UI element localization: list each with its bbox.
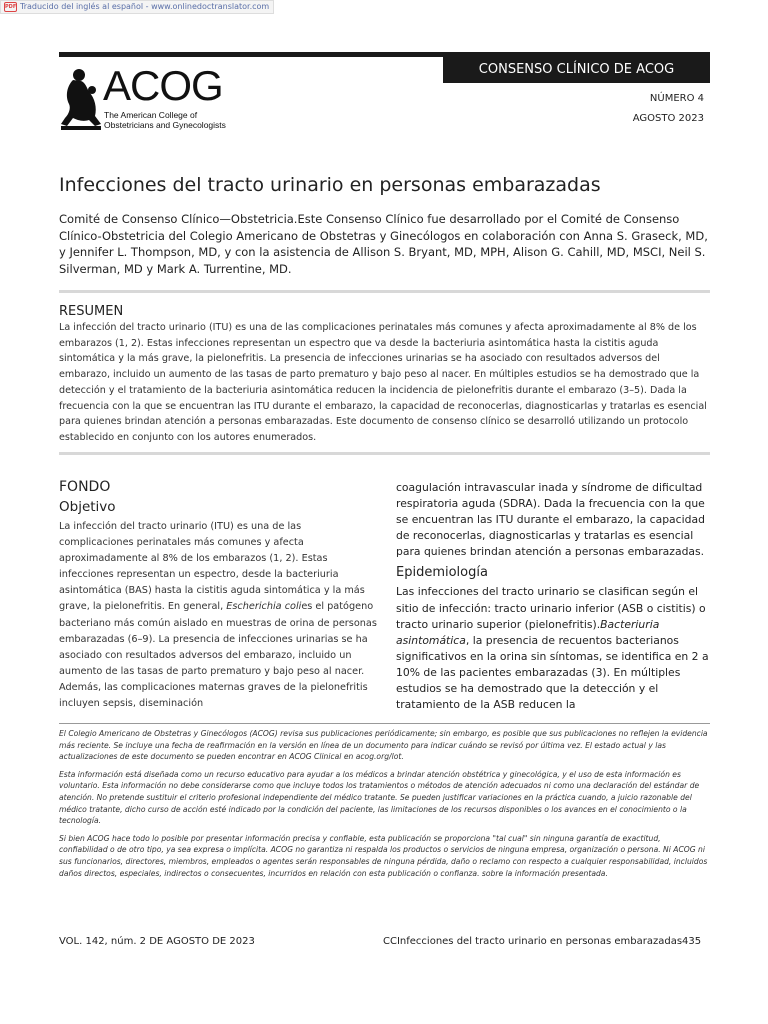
logo-subtitle-line1: The American College of	[104, 110, 198, 120]
issue-date: AGOSTO 2023	[632, 113, 704, 124]
summary-bottom-rule	[59, 452, 710, 455]
summary-top-rule	[59, 290, 710, 293]
continued-paragraph: coagulación intravascular inada y síndrome de dificultad respiratoria aguda (SDRA). Dada la frecuencia con la que se encuentran las ITU durante el embarazo, la capacidad de reconocerlas, diagnosticarlas y tratarlas es esencial para quienes brindan atención a personas embarazadas.	[396, 481, 705, 559]
footnote-educational-resource: Esta información está diseñada como un recurso educativo para ayudar a los médicos a brindar atención obstétrica y ginecológica, y el uso de esta información es voluntario. Esta información no debe considerarse como que incluye todos los tratamientos o métodos de atención adecuados ni como una declaración del estándar de atención. No pretende sustituir el criterio profesional independiente del médico tratante. Se pueden justificar variaciones en la práctica cuando, a juicio razonable del médico tratante, dicho curso de acción esté indicado por la condición del paciente, las limitaciones de los recursos disponibles o los avances en el conocimiento o la tecnología.	[59, 769, 700, 826]
objetivo-text-part1: La infección del tracto urinario (ITU) es una de las complicaciones perinatales más comunes y afecta aproximadamente al 8% de los embarazos (1, 2). Estas infecciones representan un espectro, desde la bacteriuria asintomática (BAS) hasta la cistitis aguda sintomática y la más grave, la pielonefritis. En general,	[59, 521, 365, 613]
author-statement: Comité de Consenso Clínico—Obstetricia.Este Consenso Clínico fue desarrollado por el Comité de Consenso Clínico-Obstetricia del Colegio Americano de Obstetras y Ginecólogos en colaboración con Anna S. Graseck, MD, y Jennifer L. Thompson, MD, y con la asistencia de Allison S. Bryant, MD, MPH, Alison G. Cahill, MD, MSCI, Neil S. Silverman, MD y Mark A. Turrentine, MD.	[59, 212, 708, 276]
section-heading-fondo: FONDO	[59, 479, 111, 495]
issue-number: NÚMERO 4	[649, 93, 704, 104]
summary-body: La infección del tracto urinario (ITU) es una de las complicaciones perinatales más comunes y afecta aproximadamente al 8% de los embarazos (1, 2). Estas infecciones representan un espectro que va desde la bacteriuria asintomática hasta la cistitis aguda sintomática y la más grave, la pielonefritis. La presencia de infecciones urinarias se ha asociado con resultados adversos del embarazo, incluido un aumento de las tasas de parto prematuro y bajo peso al nacer. En múltiples estudios se ha demostrado que la detección y el tratamiento de la bacteriuria asintomática reducen la incidencia de pielonefritis durante el embarazo (3–5). Dada la frecuencia con la que se encuentran las ITU durante el embarazo, la capacidad de reconocerlas, diagnosticarlas y tratarlas es esencial para quienes brindan atención a personas embarazadas. Este documento de consenso clínico se desarrolló utilizando un protocolo establecido en conjunto con los autores enumerados.	[59, 322, 707, 443]
objetivo-paragraph	[59, 519, 377, 712]
epidemiologia-text-part1: Las infecciones del tracto urinario se clasifican según el sitio de infección: tracto urinario inferior (ASB o cistitis) o tracto urinario superior (pielonefritis).	[396, 585, 706, 631]
footnote-rule	[59, 723, 710, 724]
footer-running-title: CCInfecciones del tracto urinario en personas embarazadas435	[383, 936, 702, 947]
subsection-heading-epidemiologia: Epidemiología	[396, 565, 488, 581]
footnote-disclaimer: Si bien ACOG hace todo lo posible por presentar información precisa y confiable, esta publicación se proporciona "tal cual" sin ninguna garantía de exactitud, confiabilidad o de otro tipo, ya sea expresa o implícita. ACOG no garantiza ni respalda los productos o servicios de ninguna empresa, organización o persona. Ni ACOG ni sus funcionarios, directores, miembros, empleados o agentes serán responsables de ninguna pérdida, daño o reclamo con respecto a cualquier responsabilidad, incluidos daños directos, especiales, indirectos o consecuentes, incurridos en relación con esta publicación o confianza. sobre la información presentada.	[59, 833, 708, 878]
acog-logo	[59, 62, 239, 132]
right-column	[396, 480, 714, 713]
clinical-consensus-badge: CONSENSO CLÍNICO DE ACOG	[443, 57, 710, 83]
epidemiologia-italic-term: Bacteriuria asintomática	[396, 617, 660, 647]
logo-wordmark: ACOG	[103, 62, 223, 109]
objetivo-text-part2: es el patógeno bacteriano más común aislado en muestras de orina de personas embarazadas (6–9). La presencia de infecciones urinarias se ha asociado con resultados adversos del embarazo, incluido un aumento de las tasas de parto prematuro y bajo peso al nacer. Además, las complicaciones maternas graves de la pielonefritis incluyen sepsis, diseminación	[59, 601, 377, 710]
footnotes	[59, 728, 711, 885]
objetivo-italic-term: Escherichia coli	[226, 601, 302, 613]
footnote-reaffirmation: El Colegio Americano de Obstetras y Ginecólogos (ACOG) revisa sus publicaciones periódicamente; sin embargo, es posible que sus publicaciones no reflejen la evidencia más reciente. Se incluye una fecha de reafirmación en la versión en línea de un documento para indicar cuándo se revisó por última vez. El estado actual y las actualizaciones de este documento se pueden encontrar en ACOG Clinical en acog.org/lot.	[59, 729, 708, 762]
mother-child-figure-icon	[59, 68, 103, 130]
translation-banner[interactable]	[0, 0, 274, 14]
translator-icon: PDF	[5, 4, 17, 10]
epidemiologia-text-part2: , la presencia de recuentos bacterianos significativos en la orina sin síntomas, se identifica en 2 a 10% de las pacientes embarazadas (3). En múltiples estudios se ha demostrado que la detección y el tratamiento de la ASB reducen la	[396, 633, 709, 712]
logo-subtitle-line2: Obstetricians and Gynecologists	[104, 120, 226, 130]
footer-volume: VOL. 142, núm. 2 DE AGOSTO DE 2023	[59, 936, 255, 947]
epidemiologia-paragraph	[396, 584, 714, 713]
summary-heading: RESUMEN	[59, 304, 124, 319]
page-title: Infecciones del tracto urinario en personas embarazadas	[59, 174, 601, 196]
left-column	[59, 478, 377, 712]
subsection-heading-objetivo: Objetivo	[59, 499, 116, 515]
translation-banner-text: Traducido del inglés al español - www.onlinedoctranslator.com	[20, 2, 270, 11]
